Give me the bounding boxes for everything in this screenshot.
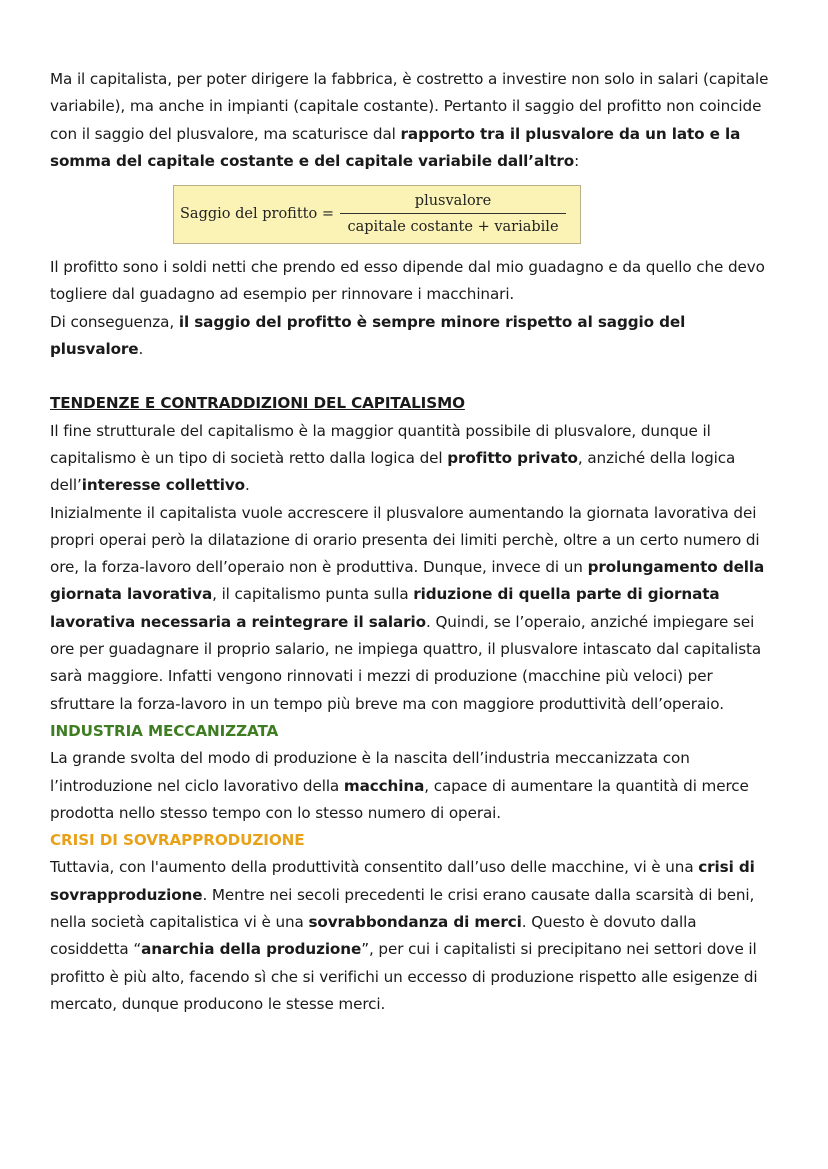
formula-fraction: [340, 191, 566, 237]
paragraph-profit-rate-intro: Ma il capitalista, per poter dirigere la fabbrica, è costretto a investire non solo in salari (capitale variabile), ma anche in impianti (capitale costante). Pertanto il saggio del profitto non coincide con il saggio del plusvalore, ma scaturisce dal rapporto tra il plusvalore da un lato e la somma del capitale costante e del capitale variabile dall’altro:: [50, 70, 769, 170]
formula-container: [173, 185, 778, 244]
paragraph-overproduction-crisis: Tuttavia, con l'aumento della produttività consentito dall’uso delle macchine, vi è una crisi di sovrapproduzione. Mentre nei secoli precedenti le crisi erano causate dalla scarsità di beni, nella società capitalistica vi è una sovrabbondanza di merci. Questo è dovuto dalla cosiddetta “anarchia della produzione”, per cui i capitalisti si precipitano nei settori dove il profitto è più alto, facendo sì che si verifichi un eccesso di produzione rispetto alle esigenze di mercato, dunque producono le stesse merci.: [50, 858, 758, 1013]
paragraph-profit-consequence: Di conseguenza, il saggio del profitto è sempre minore rispetto al saggio del plusvalore.: [50, 312, 686, 359]
heading-industria-meccanizzata: INDUSTRIA MECCANIZZATA: [50, 721, 279, 740]
profit-rate-formula: [173, 185, 581, 244]
formula-lhs: Saggio del profitto =: [180, 206, 334, 223]
heading-crisi-sovrapproduzione: CRISI DI SOVRAPPRODUZIONE: [50, 831, 305, 850]
paragraph-profit-definition: Il profitto sono i soldi netti che prendo ed esso dipende dal mio guadagno e da quello che devo togliere dal guadagno ad esempio per rinnovare i macchinari.: [50, 258, 765, 304]
heading-tendenze: TENDENZE E CONTRADDIZIONI DEL CAPITALISMO: [50, 394, 465, 413]
formula-numerator: plusvalore: [414, 193, 492, 210]
paragraph-working-day: Inizialmente il capitalista vuole accrescere il plusvalore aumentando la giornata lavorativa dei propri operai però la dilatazione di orario presenta dei limiti perchè, oltre a un certo numero di ore, la forza-lavoro dell’operaio non è produttiva. Dunque, invece di un prolungamento della giornata lavorativa, il capitalismo punta sulla riduzione di quella parte di giornata lavorativa necessaria a reintegrare il salario. Quindi, se l’operaio, anziché impiegare sei ore per guadagnare il proprio salario, ne impiega quattro, il plusvalore intascato dal capitalista sarà maggiore. Infatti vengono rinnovati i mezzi di produzione (macchine più veloci) per sfruttare la forza-lavoro in un tempo più breve ma con maggiore produttività dell’operaio.: [50, 503, 765, 713]
spacer: [50, 363, 778, 390]
paragraph-mechanized-industry: La grande svolta del modo di produzione è la nascita dell’industria meccanizzata con l’introduzione nel ciclo lavorativo della macchina, capace di aumentare la quantità di merce prodotta nello stesso tempo con lo stesso numero di operai.: [50, 749, 749, 822]
paragraph-capitalism-goal: Il fine strutturale del capitalismo è la maggior quantità possibile di plusvalore, dunque il capitalismo è un tipo di società retto dalla logica del profitto privato, anziché della logica dell’interesse collettivo.: [50, 421, 736, 495]
formula-denominator: capitale costante + variabile: [347, 219, 559, 236]
